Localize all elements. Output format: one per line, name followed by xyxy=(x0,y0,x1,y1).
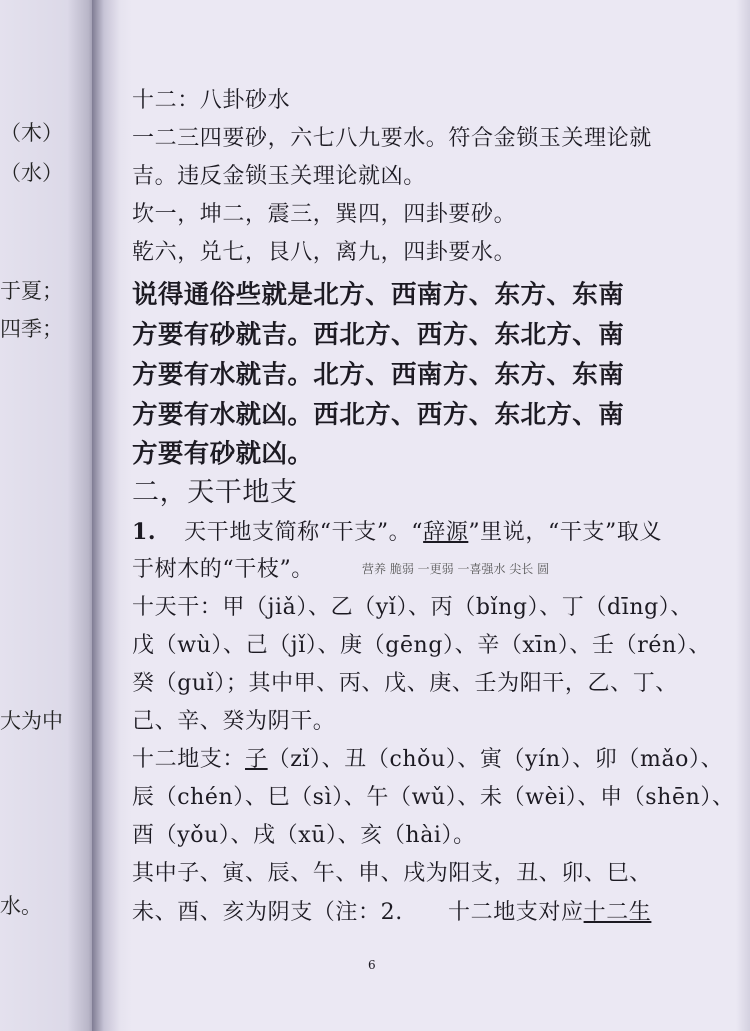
text: 十二地支： xyxy=(132,747,246,772)
left-fragment: （水） xyxy=(0,161,63,185)
text-line: 乾六，兑七，艮八，离九，四卦要水。 xyxy=(132,240,517,265)
left-fragment: 水。 xyxy=(0,894,42,918)
tiangan-line: 己、辛、癸为阴干。 xyxy=(132,709,336,734)
dizhi-line: 其中子、寅、辰、午、申、戌为阳支，丑、卯、巳、 xyxy=(132,861,652,886)
tiangan-line: 癸（guǐ）；其中甲、丙、戊、庚、壬为阳干，乙、丁、 xyxy=(132,671,678,696)
text: 未、酉、亥为阴支（注：2. 十二地支对应 xyxy=(132,900,584,925)
text-line: 坎一，坤二，震三，巽四，四卦要砂。 xyxy=(132,202,517,227)
page-number: 6 xyxy=(368,958,376,972)
paragraph-line: 于树木的“干枝”。 xyxy=(132,557,314,582)
section-2-title: 二，天干地支 xyxy=(132,477,298,508)
left-fragment: 于夏； xyxy=(0,279,63,303)
dizhi-line: 酉（yǒu）、戌（xū）、亥（hài）。 xyxy=(132,823,476,848)
text: 天干地支简称“干支”。“ xyxy=(184,520,424,545)
text-line: 一二三四要砂，六七八九要水。符合金锁玉关理论就 xyxy=(132,126,652,151)
tiangan-line: 戊（wù）、己（jǐ）、庚（gēng）、辛（xīn）、壬（rén）、 xyxy=(132,633,711,658)
paragraph-line xyxy=(132,518,662,548)
left-fragment: 大为中 xyxy=(0,709,63,733)
book-gutter xyxy=(92,0,132,1031)
left-fragment: 四季； xyxy=(0,317,63,341)
bold-line: 说得通俗些就是北方、西南方、东方、东南 xyxy=(132,280,625,310)
tiangan-line: 十天干：甲（jiǎ）、乙（yǐ）、丙（bǐng）、丁（dīng）、 xyxy=(132,595,693,620)
dizhi-line xyxy=(132,746,723,775)
underlined-term: 辞源 xyxy=(423,520,469,545)
paragraph-number: 1. xyxy=(132,519,157,545)
left-page xyxy=(0,0,96,1031)
bold-line: 方要有水就凶。西北方、西方、东北方、南 xyxy=(132,400,625,430)
text: （zǐ）、丑（chǒu）、寅（yín）、卯（mǎo）、 xyxy=(267,747,724,772)
text: ”里说，“干支”取义 xyxy=(468,520,663,545)
dizhi-line xyxy=(132,899,651,928)
bold-line: 方要有砂就凶。 xyxy=(132,439,314,469)
section-12-title: 十二：八卦砂水 xyxy=(132,88,291,113)
bold-line: 方要有水就吉。北方、西南方、东方、东南 xyxy=(132,360,625,390)
bold-line: 方要有砂就吉。西北方、西方、东北方、南 xyxy=(132,320,625,350)
handwritten-note: 营养 脆弱 一更弱 一喜强水 尖长 圆 xyxy=(362,562,550,576)
left-fragment: （木） xyxy=(0,121,63,145)
text-line: 吉。违反金锁玉关理论就凶。 xyxy=(132,164,426,189)
underlined-term: 十二生 xyxy=(583,900,652,925)
underlined-term: 子 xyxy=(245,747,268,772)
dizhi-line: 辰（chén）、巳（sì）、午（wǔ）、未（wèi）、申（shēn）、 xyxy=(132,785,735,810)
page-edge xyxy=(736,0,750,1031)
